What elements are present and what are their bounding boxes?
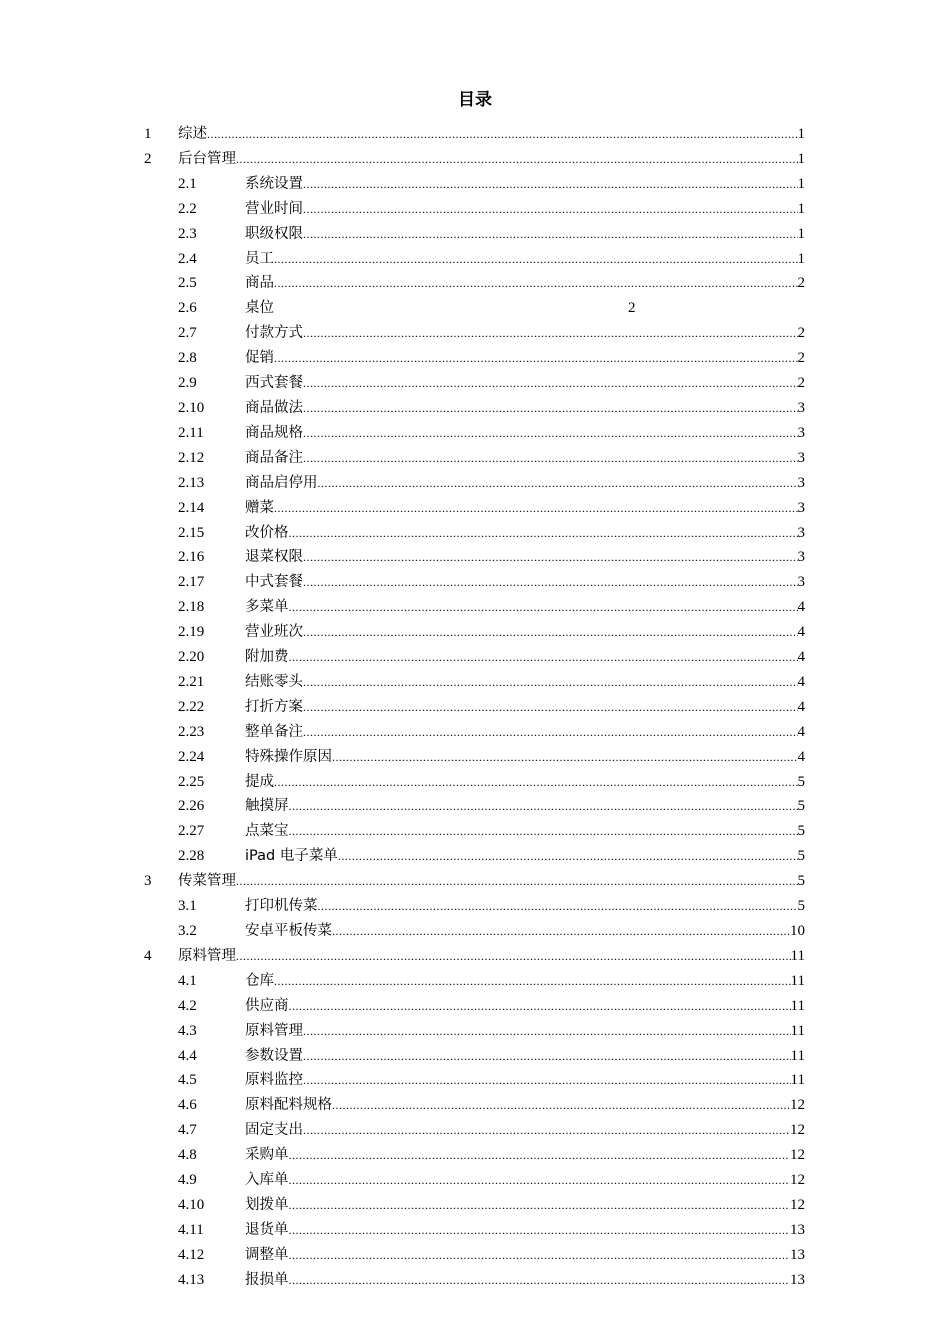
toc-entry-title: 传菜管理 bbox=[178, 873, 236, 890]
toc-dot-leader bbox=[303, 1019, 791, 1044]
toc-title: 目录 bbox=[458, 90, 492, 110]
toc-entry-title: 原料配料规格 bbox=[245, 1097, 332, 1114]
toc-entry[interactable] bbox=[0, 1118, 950, 1143]
toc-entry[interactable] bbox=[0, 1019, 950, 1044]
toc-entry[interactable] bbox=[0, 570, 950, 595]
toc-entry[interactable] bbox=[0, 670, 950, 695]
toc-entry-title: 报损单 bbox=[245, 1271, 289, 1288]
toc-entry-number: 3 bbox=[144, 873, 152, 890]
toc-entry-page-number: 4 bbox=[797, 649, 805, 666]
toc-entry-number: 4.10 bbox=[178, 1196, 205, 1213]
toc-dot-leader bbox=[274, 770, 798, 795]
toc-dot-leader bbox=[303, 197, 798, 222]
toc-dot-leader bbox=[289, 819, 798, 844]
toc-entry-title: 西式套餐 bbox=[245, 375, 303, 392]
toc-entry-body bbox=[178, 147, 805, 172]
toc-entry-title: 打折方案 bbox=[245, 698, 303, 715]
toc-entry-body bbox=[245, 595, 805, 620]
toc-entry-number: 4.9 bbox=[178, 1172, 197, 1189]
toc-entry-number: 2.4 bbox=[178, 250, 197, 267]
toc-entry-title: 提成 bbox=[245, 773, 274, 790]
toc-dot-leader bbox=[303, 172, 798, 197]
toc-entry-title: 营业时间 bbox=[245, 200, 303, 217]
toc-entry-body bbox=[245, 570, 805, 595]
toc-entry[interactable] bbox=[0, 1268, 950, 1293]
toc-entry[interactable] bbox=[0, 645, 950, 670]
toc-dot-leader bbox=[274, 271, 798, 296]
toc-entry-number: 2.5 bbox=[178, 275, 197, 292]
toc-entry-body bbox=[245, 1268, 805, 1293]
toc-entry-page-number: 3 bbox=[797, 574, 805, 591]
toc-entry-title: iPad 电子菜单 bbox=[245, 848, 338, 865]
toc-entry-page-number: 12 bbox=[790, 1147, 805, 1164]
toc-dot-leader bbox=[274, 969, 791, 994]
toc-entry-number: 2.18 bbox=[178, 599, 205, 616]
toc-entry[interactable] bbox=[0, 496, 950, 521]
toc-entry-page-number: 1 bbox=[797, 200, 805, 217]
toc-entry[interactable] bbox=[0, 595, 950, 620]
toc-dot-leader bbox=[332, 745, 798, 770]
toc-entry-number: 2.15 bbox=[178, 524, 205, 541]
toc-entry-page-number: 4 bbox=[797, 748, 805, 765]
toc-entry-body bbox=[245, 396, 805, 421]
toc-entry-title: 退菜权限 bbox=[245, 549, 303, 566]
toc-entry-title: 触摸屏 bbox=[245, 798, 289, 815]
toc-entry-title: 多菜单 bbox=[245, 599, 289, 616]
toc-entry-page-number: 12 bbox=[790, 1172, 805, 1189]
toc-entry-page-number: 2 bbox=[797, 375, 805, 392]
toc-entry[interactable] bbox=[0, 296, 950, 321]
toc-entry-title: 系统设置 bbox=[245, 175, 303, 192]
toc-entry-title: 付款方式 bbox=[245, 325, 303, 342]
toc-entry-number: 2.16 bbox=[178, 549, 205, 566]
toc-entry-body bbox=[245, 172, 805, 197]
toc-entry-number: 2.22 bbox=[178, 698, 205, 715]
toc-entry-number: 2.8 bbox=[178, 350, 197, 367]
toc-entry-title: 后台管理 bbox=[178, 150, 236, 167]
toc-entry[interactable] bbox=[0, 919, 950, 944]
toc-entry-title: 商品备注 bbox=[245, 449, 303, 466]
toc-entry-page-number: 5 bbox=[797, 848, 805, 865]
toc-entry-number: 4.13 bbox=[178, 1271, 205, 1288]
toc-dot-leader bbox=[303, 396, 798, 421]
toc-entry[interactable] bbox=[0, 695, 950, 720]
toc-dot-leader bbox=[236, 147, 798, 172]
toc-entry-page-number: 3 bbox=[797, 499, 805, 516]
toc-entry-number: 4.11 bbox=[178, 1221, 204, 1238]
toc-entry-body bbox=[245, 770, 805, 795]
toc-entry-title: 采购单 bbox=[245, 1147, 289, 1164]
toc-entry[interactable] bbox=[0, 894, 950, 919]
toc-dot-leader bbox=[303, 421, 798, 446]
toc-entry-body bbox=[245, 695, 805, 720]
toc-dot-leader bbox=[236, 869, 798, 894]
toc-dot-leader bbox=[289, 521, 798, 546]
toc-entry-body bbox=[245, 1118, 805, 1143]
toc-dot-leader bbox=[289, 794, 798, 819]
toc-entry-body bbox=[245, 1093, 805, 1118]
toc-entry-title: 打印机传菜 bbox=[245, 898, 318, 915]
toc-entry-body bbox=[178, 869, 805, 894]
toc-entry-title: 原料监控 bbox=[245, 1072, 303, 1089]
toc-dot-leader bbox=[303, 545, 798, 570]
toc-entry-title: 固定支出 bbox=[245, 1122, 303, 1139]
toc-entry-number: 4 bbox=[144, 947, 152, 964]
toc-entry-title: 退货单 bbox=[245, 1221, 289, 1238]
toc-entry[interactable] bbox=[0, 471, 950, 496]
toc-entry-title: 中式套餐 bbox=[245, 574, 303, 591]
toc-dot-leader bbox=[318, 894, 798, 919]
toc-entry[interactable] bbox=[0, 720, 950, 745]
toc-entry-title: 职级权限 bbox=[245, 225, 303, 242]
toc-entry-title: 桌位 bbox=[245, 300, 274, 317]
toc-entry-title: 商品 bbox=[245, 275, 274, 292]
toc-entry-body bbox=[245, 969, 805, 994]
toc-entry-body bbox=[245, 446, 805, 471]
toc-entry-page-number: 11 bbox=[790, 972, 805, 989]
toc-dot-leader bbox=[289, 1218, 791, 1243]
toc-entry[interactable] bbox=[0, 794, 950, 819]
toc-entry[interactable] bbox=[0, 1218, 950, 1243]
toc-entry-number: 2.13 bbox=[178, 474, 205, 491]
toc-entry-number: 4.2 bbox=[178, 997, 197, 1014]
toc-entry[interactable] bbox=[0, 172, 950, 197]
toc-entry[interactable] bbox=[0, 222, 950, 247]
toc-entry[interactable] bbox=[0, 396, 950, 421]
toc-dot-leader bbox=[332, 919, 790, 944]
toc-entry[interactable] bbox=[0, 446, 950, 471]
toc-entry-body bbox=[245, 197, 805, 222]
toc-entry-number: 4.8 bbox=[178, 1147, 197, 1164]
toc-entry[interactable] bbox=[0, 197, 950, 222]
toc-entry-page-number: 5 bbox=[797, 823, 805, 840]
toc-dot-leader bbox=[303, 1118, 790, 1143]
toc-entry-title: 参数设置 bbox=[245, 1047, 303, 1064]
toc-entry-body bbox=[245, 1168, 805, 1193]
toc-entry-number: 4.5 bbox=[178, 1072, 197, 1089]
toc-entry-page-number: 12 bbox=[790, 1122, 805, 1139]
toc-dot-leader bbox=[207, 122, 798, 147]
toc-entry[interactable] bbox=[0, 122, 950, 147]
toc-entry-number: 2.25 bbox=[178, 773, 205, 790]
toc-entry-page-number: 3 bbox=[797, 449, 805, 466]
toc-entry-number: 2.24 bbox=[178, 748, 205, 765]
toc-entry-title: 仓库 bbox=[245, 972, 274, 989]
toc-entry-number: 2.9 bbox=[178, 375, 197, 392]
toc-dot-leader bbox=[318, 471, 798, 496]
toc-dot-leader bbox=[289, 645, 798, 670]
toc-dot-leader bbox=[289, 595, 798, 620]
toc-entry-page-number: 5 bbox=[797, 898, 805, 915]
toc-entry-page-number: 3 bbox=[797, 524, 805, 541]
toc-entry[interactable] bbox=[0, 969, 950, 994]
toc-entry-body bbox=[245, 1143, 805, 1168]
toc-entry-body bbox=[245, 745, 805, 770]
toc-entry[interactable] bbox=[0, 147, 950, 172]
toc-entry-title: 综述 bbox=[178, 126, 207, 142]
toc-entry-number: 1 bbox=[144, 126, 152, 142]
toc-entry-page-number: 11 bbox=[790, 997, 805, 1014]
toc-list bbox=[0, 122, 950, 1293]
toc-dot-leader bbox=[289, 994, 791, 1019]
toc-entry-page-number: 12 bbox=[790, 1196, 805, 1213]
toc-entry-page-number: 1 bbox=[797, 250, 805, 267]
toc-entry-page-number: 2 bbox=[628, 300, 636, 317]
toc-dot-leader bbox=[236, 944, 791, 969]
toc-entry[interactable] bbox=[0, 1093, 950, 1118]
toc-entry[interactable] bbox=[0, 521, 950, 546]
toc-entry-body bbox=[245, 496, 805, 521]
toc-dot-leader bbox=[303, 570, 798, 595]
toc-entry-body bbox=[245, 844, 805, 869]
toc-entry-page-number: 12 bbox=[790, 1097, 805, 1114]
toc-entry-number: 2.28 bbox=[178, 848, 205, 865]
toc-entry-body bbox=[245, 1019, 805, 1044]
toc-entry-number: 4.4 bbox=[178, 1047, 197, 1064]
toc-dot-leader bbox=[274, 247, 798, 272]
toc-entry-body bbox=[245, 645, 805, 670]
toc-entry-page-number: 13 bbox=[790, 1246, 805, 1263]
toc-entry-body bbox=[245, 521, 805, 546]
toc-entry-body bbox=[245, 1243, 805, 1268]
toc-entry-page-number: 4 bbox=[797, 673, 805, 690]
toc-entry-page-number: 2 bbox=[797, 275, 805, 292]
toc-entry-body bbox=[245, 1068, 805, 1093]
toc-entry-title: 改价格 bbox=[245, 524, 289, 541]
toc-dot-leader bbox=[303, 371, 798, 396]
toc-entry-page-number: 10 bbox=[790, 923, 805, 939]
toc-entry-number: 2.20 bbox=[178, 649, 205, 666]
toc-entry-body bbox=[245, 894, 805, 919]
toc-entry-page-number: 4 bbox=[797, 599, 805, 616]
toc-entry-number: 3.1 bbox=[178, 898, 197, 915]
toc-entry-body bbox=[245, 545, 805, 570]
toc-entry-number: 2.23 bbox=[178, 723, 205, 740]
toc-entry-number: 2.10 bbox=[178, 399, 205, 416]
toc-entry[interactable] bbox=[0, 247, 950, 272]
toc-entry-body bbox=[245, 247, 805, 272]
toc-entry[interactable] bbox=[0, 1068, 950, 1093]
toc-entry[interactable] bbox=[0, 770, 950, 795]
toc-entry-number: 2.19 bbox=[178, 624, 205, 641]
toc-entry[interactable] bbox=[0, 545, 950, 570]
toc-entry-number: 2.7 bbox=[178, 325, 197, 342]
toc-entry-title: 点菜宝 bbox=[245, 823, 289, 840]
toc-entry-number: 2.12 bbox=[178, 449, 205, 466]
toc-entry-page-number: 11 bbox=[790, 1022, 805, 1039]
toc-entry[interactable] bbox=[0, 421, 950, 446]
toc-dot-leader bbox=[303, 1044, 791, 1069]
toc-entry[interactable] bbox=[0, 1168, 950, 1193]
toc-dot-leader bbox=[303, 695, 798, 720]
toc-entry-page-number: 3 bbox=[797, 399, 805, 416]
toc-entry-body bbox=[245, 620, 805, 645]
toc-entry-title: 营业班次 bbox=[245, 624, 303, 641]
toc-entry-title: 赠菜 bbox=[245, 499, 274, 516]
toc-entry-body bbox=[245, 296, 805, 321]
toc-entry-page-number: 1 bbox=[797, 150, 805, 167]
toc-entry[interactable] bbox=[0, 620, 950, 645]
toc-entry-number: 2.21 bbox=[178, 673, 205, 690]
toc-entry-page-number: 11 bbox=[790, 1047, 805, 1064]
toc-entry-number: 2.3 bbox=[178, 225, 197, 242]
toc-entry-page-number: 3 bbox=[797, 549, 805, 566]
toc-dot-leader bbox=[289, 1193, 791, 1218]
toc-dot-leader bbox=[303, 321, 798, 346]
toc-dot-leader bbox=[303, 670, 798, 695]
toc-entry[interactable] bbox=[0, 994, 950, 1019]
toc-entry[interactable] bbox=[0, 1243, 950, 1268]
toc-entry-title: 商品启停用 bbox=[245, 474, 318, 491]
toc-entry-page-number: 5 bbox=[797, 773, 805, 790]
toc-entry-title: 结账零头 bbox=[245, 673, 303, 690]
toc-entry-body bbox=[245, 919, 805, 944]
toc-entry-body bbox=[245, 1044, 805, 1069]
toc-entry-number: 2.1 bbox=[178, 175, 197, 192]
toc-entry-page-number: 1 bbox=[797, 175, 805, 192]
toc-entry-number: 2.26 bbox=[178, 798, 205, 815]
toc-entry-title: 调整单 bbox=[245, 1246, 289, 1263]
toc-entry-title: 商品做法 bbox=[245, 399, 303, 416]
toc-entry-page-number: 3 bbox=[797, 474, 805, 491]
toc-entry[interactable] bbox=[0, 371, 950, 396]
toc-entry-number: 2.17 bbox=[178, 574, 205, 591]
toc-entry-page-number: 11 bbox=[790, 947, 805, 964]
toc-dot-leader bbox=[332, 1093, 790, 1118]
toc-entry-page-number: 13 bbox=[790, 1221, 805, 1238]
toc-entry-number: 4.1 bbox=[178, 972, 197, 989]
toc-entry-title: 促销 bbox=[245, 350, 274, 367]
toc-entry-body bbox=[245, 670, 805, 695]
toc-entry-page-number: 2 bbox=[797, 350, 805, 367]
toc-entry[interactable] bbox=[0, 1143, 950, 1168]
toc-entry-page-number: 5 bbox=[797, 873, 805, 890]
toc-entry-body bbox=[245, 720, 805, 745]
toc-entry-title: 原料管理 bbox=[245, 1022, 303, 1039]
toc-entry-number: 4.7 bbox=[178, 1122, 197, 1139]
toc-entry-body bbox=[245, 994, 805, 1019]
toc-entry-page-number: 11 bbox=[790, 1072, 805, 1089]
toc-entry-page-number: 4 bbox=[797, 698, 805, 715]
toc-dot-leader bbox=[338, 844, 798, 869]
toc-entry-body bbox=[245, 819, 805, 844]
toc-entry-title: 商品规格 bbox=[245, 424, 303, 441]
toc-entry-body bbox=[245, 794, 805, 819]
toc-entry-page-number: 1 bbox=[797, 126, 805, 142]
toc-dot-leader bbox=[303, 222, 798, 247]
toc-entry[interactable] bbox=[0, 844, 950, 869]
toc-entry-title: 划拨单 bbox=[245, 1196, 289, 1213]
toc-entry-body bbox=[245, 1218, 805, 1243]
toc-dot-leader bbox=[274, 346, 798, 371]
toc-entry-title: 原料管理 bbox=[178, 947, 236, 964]
toc-entry-number: 2.2 bbox=[178, 200, 197, 217]
toc-entry-number: 2.27 bbox=[178, 823, 205, 840]
toc-entry[interactable] bbox=[0, 745, 950, 770]
toc-entry-number: 4.3 bbox=[178, 1022, 197, 1039]
toc-entry-title: 入库单 bbox=[245, 1172, 289, 1189]
toc-entry-body bbox=[245, 1193, 805, 1218]
toc-dot-leader bbox=[289, 1168, 791, 1193]
toc-entry-body bbox=[245, 421, 805, 446]
toc-entry-page-number: 4 bbox=[797, 723, 805, 740]
toc-dot-leader bbox=[289, 1143, 791, 1168]
toc-entry-body bbox=[245, 346, 805, 371]
toc-entry-title: 特殊操作原因 bbox=[245, 748, 332, 765]
toc-entry-title: 整单备注 bbox=[245, 723, 303, 740]
toc-entry-body bbox=[245, 471, 805, 496]
toc-entry[interactable] bbox=[0, 1044, 950, 1069]
toc-entry-page-number: 4 bbox=[797, 624, 805, 641]
toc-entry-page-number: 2 bbox=[797, 325, 805, 342]
toc-entry-body bbox=[245, 321, 805, 346]
toc-entry-page-number: 3 bbox=[797, 424, 805, 441]
toc-entry-page-number: 13 bbox=[790, 1271, 805, 1288]
toc-entry-title: 供应商 bbox=[245, 997, 289, 1014]
toc-dot-leader bbox=[303, 446, 798, 471]
toc-entry-number: 2 bbox=[144, 150, 152, 167]
toc-entry-body bbox=[178, 122, 805, 147]
toc-dot-leader bbox=[274, 496, 798, 521]
toc-entry[interactable] bbox=[0, 869, 950, 894]
toc-entry-number: 4.12 bbox=[178, 1246, 205, 1263]
toc-entry-body bbox=[245, 271, 805, 296]
toc-entry-number: 4.6 bbox=[178, 1097, 197, 1114]
toc-entry-number: 2.14 bbox=[178, 499, 205, 516]
toc-entry-page-number: 5 bbox=[797, 798, 805, 815]
toc-entry-title: 员工 bbox=[245, 250, 274, 267]
toc-entry[interactable] bbox=[0, 271, 950, 296]
toc-entry[interactable] bbox=[0, 321, 950, 346]
toc-entry[interactable] bbox=[0, 944, 950, 969]
toc-dot-leader bbox=[289, 1268, 791, 1293]
toc-dot-leader bbox=[303, 1068, 791, 1093]
toc-entry[interactable] bbox=[0, 819, 950, 844]
toc-dot-leader bbox=[289, 1243, 791, 1268]
toc-dot-leader bbox=[303, 720, 798, 745]
toc-entry-body bbox=[245, 222, 805, 247]
toc-entry-page-number: 1 bbox=[797, 225, 805, 242]
toc-entry-body bbox=[245, 371, 805, 396]
toc-entry-number: 2.6 bbox=[178, 300, 197, 317]
toc-entry[interactable] bbox=[0, 1193, 950, 1218]
toc-entry-title: 安卓平板传菜 bbox=[245, 923, 332, 939]
toc-entry-number: 3.2 bbox=[178, 923, 197, 939]
toc-entry[interactable] bbox=[0, 346, 950, 371]
toc-entry-title: 附加费 bbox=[245, 649, 289, 666]
toc-entry-body bbox=[178, 944, 805, 969]
toc-entry-number: 2.11 bbox=[178, 424, 204, 441]
toc-dot-leader bbox=[303, 620, 798, 645]
